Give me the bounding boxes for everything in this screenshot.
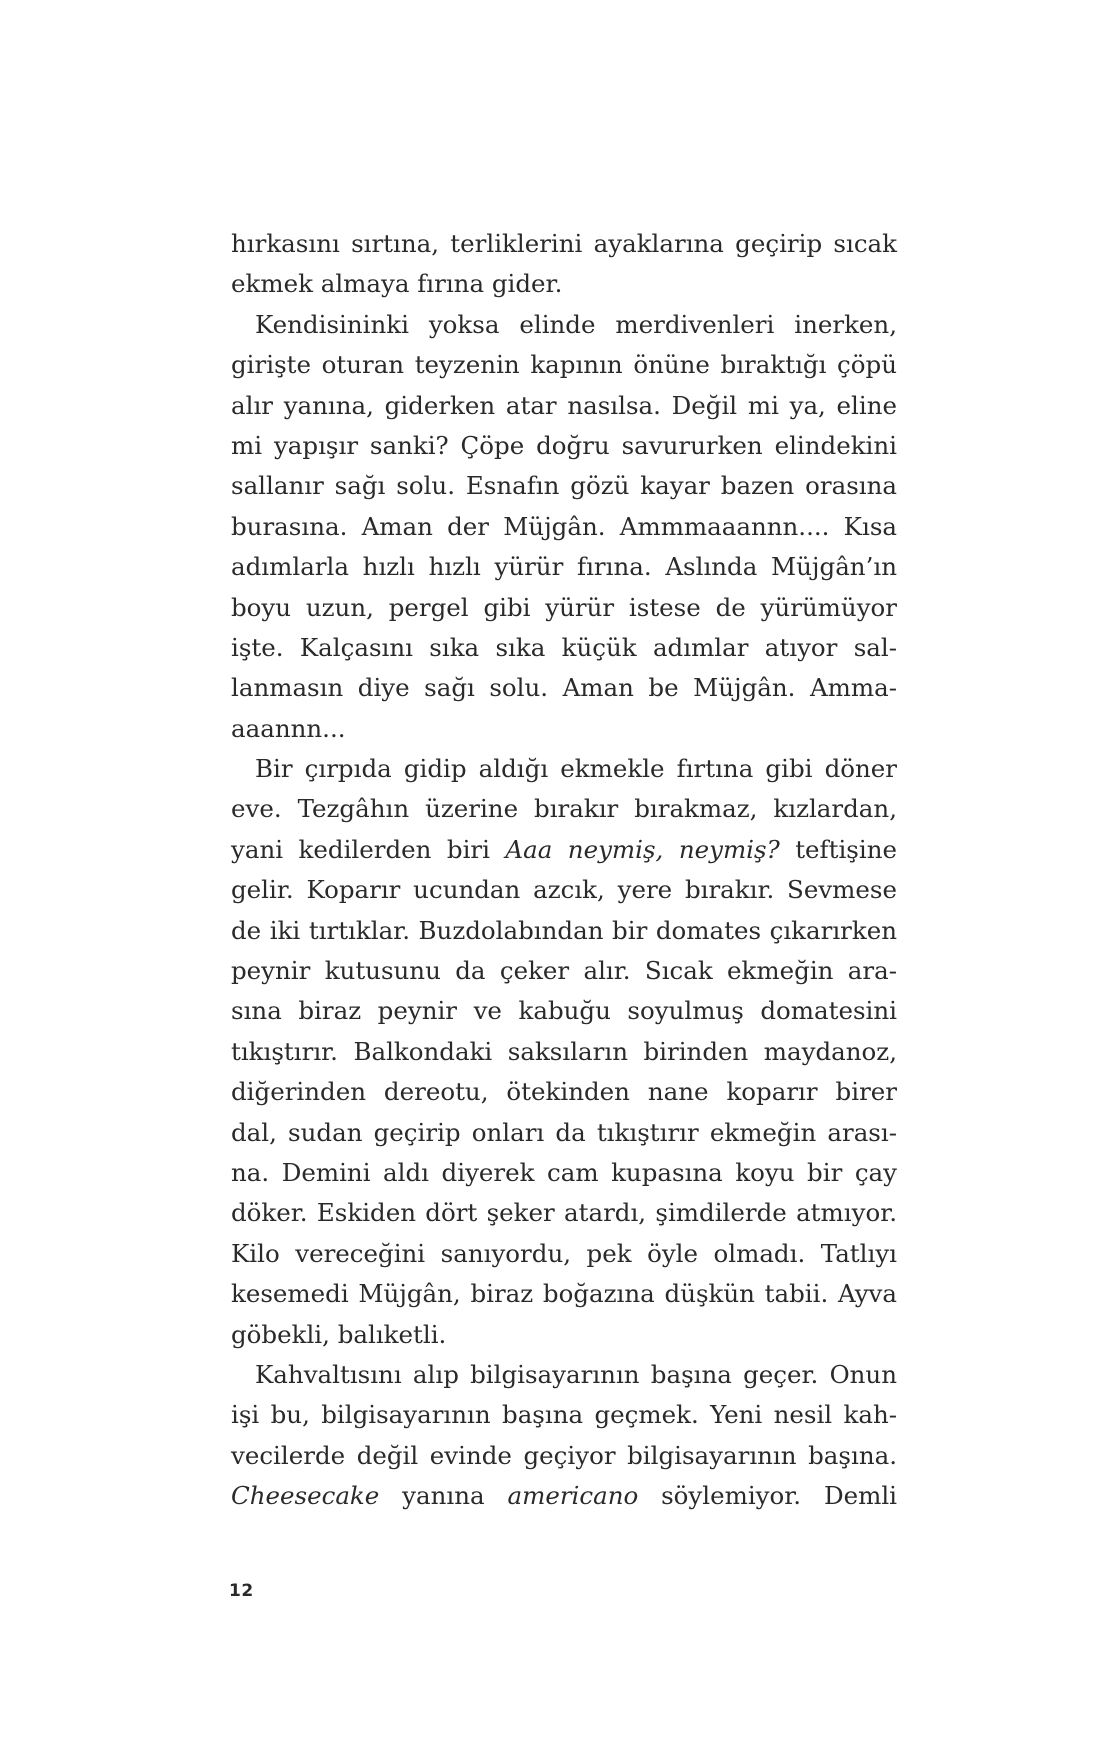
text-segment: sına biraz peynir ve kabuğu soyulmuş domatesini [231,996,897,1026]
text-line [231,1113,897,1153]
text-line [231,345,897,385]
text-segment: lanmasın diye sağı solu. Aman be Müjgân. Amma- [231,673,897,703]
body-text [231,224,897,1517]
text-line [231,951,897,991]
text-segment: burasına. Aman der Müjgân. Ammmaaannn.... Kısa [231,511,897,541]
text-segment: alır yanına, giderken atar nasılsa. Değil mi ya, eline [231,390,897,420]
text-line [231,1234,897,1274]
text-segment: aaannn... [231,713,346,743]
text-segment: eve. Tezgâhın üzerine bırakır bırakmaz, kızlardan, [231,794,897,824]
text-segment: söylemiyor. Demli [638,1481,897,1511]
text-segment: gelir. Koparır ucundan azcık, yere bırakır. Sevmese [231,875,897,905]
text-line [231,830,897,870]
text-segment: yani kedilerden biri [231,834,506,864]
italic-text: Aaa neymiş, neymiş? [505,834,780,864]
text-segment: adımlarla hızlı hızlı yürür fırına. Aslında Müjgân’ın [231,552,897,582]
text-segment: mi yapışır sanki? Çöpe doğru savururken elindekini [231,430,897,460]
text-segment: Bir çırpıda gidip aldığı ekmekle fırtına gibi döner [255,754,897,784]
text-line [231,224,897,264]
text-line [231,1436,897,1476]
text-segment: de iki tırtıklar. Buzdolabından bir domates çıkarırken [231,915,897,945]
text-line [231,789,897,829]
text-segment: işi bu, bilgisayarının başına geçmek. Yeni nesil kah- [231,1400,897,1430]
text-line [231,1153,897,1193]
text-segment: dal, sudan geçirip onları da tıkıştırır ekmeğin arası- [231,1117,897,1147]
text-line [231,547,897,587]
text-line [231,668,897,708]
text-line [231,1355,897,1395]
text-line [231,1274,897,1314]
text-line [231,1476,897,1516]
text-line [231,305,897,345]
italic-text: americano [507,1481,639,1511]
text-line [231,749,897,789]
text-line [231,466,897,506]
text-segment: peynir kutusunu da çeker alır. Sıcak ekmeğin ara- [231,956,897,986]
text-line [231,911,897,951]
text-segment: Kilo vereceğini sanıyordu, pek öyle olmadı. Tatlıyı [231,1238,897,1268]
text-segment: girişte oturan teyzenin kapının önüne bıraktığı çöpü [231,350,897,380]
text-segment: yanına [379,1481,508,1511]
text-line [231,709,897,749]
text-segment: vecilerde değil evinde geçiyor bilgisayarının başına. [231,1440,897,1470]
text-line [231,1032,897,1072]
text-line [231,426,897,466]
text-line [231,264,897,304]
text-segment: göbekli, balıketli. [231,1319,447,1349]
text-line [231,588,897,628]
italic-text: Cheesecake [231,1481,380,1511]
text-line [231,628,897,668]
text-segment: hırkasını sırtına, terliklerini ayaklarına geçirip sıcak [231,229,897,258]
text-segment: Kahvaltısını alıp bilgisayarının başına geçer. Onun [255,1359,897,1389]
text-segment: döker. Eskiden dört şeker atardı, şimdilerde atmıyor. [231,1198,897,1228]
text-segment: ekmek almaya fırına gider. [231,269,563,299]
text-line [231,1193,897,1233]
text-segment: Kendisininki yoksa elinde merdivenleri inerken, [255,309,897,339]
text-segment: boyu uzun, pergel gibi yürür istese de yürümüyor [231,592,897,622]
text-line [231,1395,897,1435]
text-line [231,507,897,547]
text-line [231,386,897,426]
text-segment: kesemedi Müjgân, biraz boğazına düşkün tabii. Ayva [231,1279,897,1309]
text-line [231,991,897,1031]
text-segment: teftişine [779,834,897,864]
text-segment: sallanır sağı solu. Esnafın gözü kayar bazen orasına [231,471,897,501]
text-segment: tıkıştırır. Balkondaki saksıların birinden maydanoz, [231,1036,897,1066]
text-segment: na. Demini aldı diyerek cam kupasına koyu bir çay [231,1157,897,1187]
text-segment: işte. Kalçasını sıka sıka küçük adımlar atıyor sal- [231,632,897,662]
text-line [231,870,897,910]
page-number: 12 [229,1581,254,1601]
text-line [231,1315,897,1355]
text-line [231,1072,897,1112]
text-segment: diğerinden dereotu, ötekinden nane koparır birer [231,1077,897,1107]
